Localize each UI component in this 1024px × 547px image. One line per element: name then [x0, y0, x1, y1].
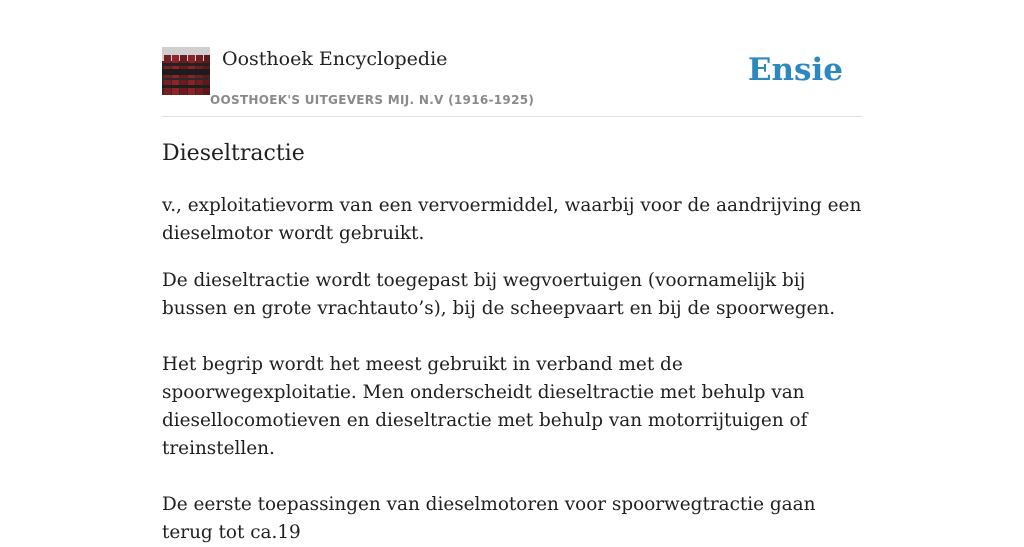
source-title[interactable]: Oosthoek Encyclopedie [222, 48, 448, 70]
entry-paragraph: v., exploitatievorm van een vervoermiddel, waarbij voor de aandrijving een dieselmotor wordt gebruikt. [162, 195, 862, 244]
entry-paragraph: De dieseltractie wordt toegepast bij wegvoertuigen (voornamelijk bij bussen en grote vrachtauto’s), bij de scheepvaart en bij de spoorwegen. [162, 270, 836, 319]
ensie-logo[interactable]: Ensie [747, 52, 843, 88]
entry-paragraph: Het begrip wordt het meest gebruikt in verband met de spoorwegexploitatie. Men onderscheidt dieseltractie met behulp van diesellocomotieven en dieseltractie met behulp van motorrijtuigen of treinstellen. [162, 354, 808, 459]
source-avatar[interactable] [162, 47, 210, 95]
entry-paragraph: De eerste toepassingen van dieselmotoren voor spoorwegtractie gaan terug tot ca.19 [162, 494, 816, 543]
source-subtitle: OOSTHOEK'S UITGEVERS MIJ. N.V (1916-1925) [210, 93, 535, 107]
book-spines-icon [162, 47, 210, 95]
source-header [162, 46, 862, 117]
entry-content [162, 138, 862, 547]
entry-title: Dieseltractie [162, 141, 305, 166]
